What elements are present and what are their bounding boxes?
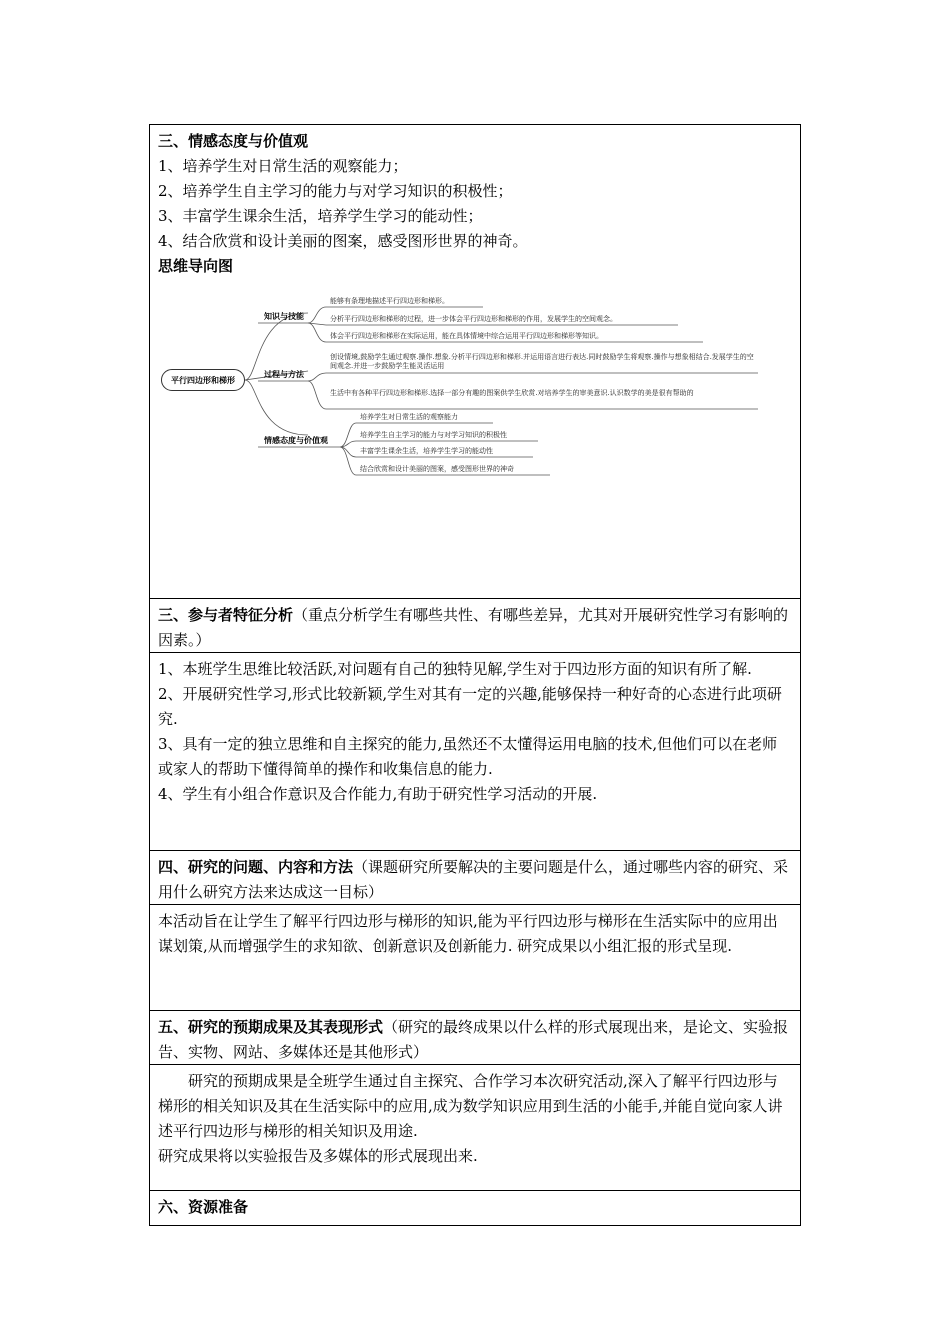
- mindmap-leaf: 丰富学生课余生活，培养学生学习的能动性: [360, 447, 493, 455]
- participants-item: 1、本班学生思维比较活跃,对问题有自己的独特见解,学生对于四边形方面的知识有所了解.: [158, 660, 752, 678]
- mindmap: [158, 285, 792, 511]
- outcomes-heading: 五、研究的预期成果及其表现形式: [158, 1018, 384, 1036]
- mindmap-connector: [308, 307, 326, 323]
- research-note: （课题研究所要解决的主要问题是什么，通过哪些内容的研究、采用什么研究方法来达成这一目标）: [158, 858, 789, 901]
- mindmap-connector: [340, 447, 356, 475]
- research-body: [150, 905, 800, 1011]
- mindmap-leaf: 生活中有各种平行四边形和梯形.选择一部分有趣的图案供学生欣赏.对培养学生的审美意识.认识数学的美是很有帮助的: [330, 389, 694, 397]
- mindmap-connector: [245, 380, 308, 435]
- resources-heading: 六、资源准备: [158, 1198, 249, 1216]
- participants-item: 2、开展研究性学习,形式比较新颖,学生对其有一定的兴趣,能够保持一种好奇的心态进行此项研究.: [158, 685, 782, 728]
- participants-body: [150, 653, 800, 851]
- participants-item: 3、具有一定的独立思维和自主探究的能力,虽然还不太懂得运用电脑的技术,但他们可以在老师或家人的帮助下懂得简单的操作和收集信息的能力.: [158, 735, 778, 778]
- mindmap-heading: 思维导向图: [158, 257, 234, 275]
- mindmap-leaf: 能够有条理地描述平行四边形和梯形。: [330, 297, 449, 305]
- research-heading: 四、研究的问题、内容和方法: [158, 858, 354, 876]
- research-text: 本活动旨在让学生了解平行四边形与梯形的知识,能为平行四边形与梯形在生活实际中的应用出谋划策,从而增强学生的求知欲、创新意识及创新能力. 研究成果以小组汇报的形式呈现.: [158, 912, 778, 955]
- mindmap-leaf: 培养学生自主学习的能力与对学习知识的积极性: [360, 431, 507, 439]
- participants-heading: 三、参与者特征分析: [158, 606, 294, 624]
- mindmap-root: 平行四边形和梯形: [161, 369, 245, 391]
- attitude-item: 3、丰富学生课余生活，培养学生学习的能动性；: [158, 207, 483, 225]
- mindmap-connector: [308, 373, 326, 381]
- mindmap-branch-knowledge: 知识与技能: [264, 312, 304, 321]
- attitude-heading: 三、情感态度与价值观: [158, 132, 309, 150]
- research-header: [150, 851, 800, 905]
- outcomes-body: [150, 1065, 800, 1191]
- mindmap-connector: [308, 323, 326, 342]
- mindmap-leaf: 分析平行四边形和梯形的过程，进一步体会平行四边形和梯形的作用，发展学生的空间观念。: [330, 315, 617, 323]
- outcomes-note: （研究的最终成果以什么样的形式展现出来，是论文、实验报告、实物、网站、多媒体还是其他形式）: [158, 1018, 789, 1061]
- mindmap-leaf: 体会平行四边形和梯形在实际运用，能在具体情境中综合运用平行四边形和梯形等知识。: [330, 332, 603, 340]
- attitude-item: 1、培养学生对日常生活的观察能力；: [158, 157, 408, 175]
- mindmap-leaf: 培养学生对日常生活的观察能力: [360, 413, 458, 421]
- attitude-item: 4、结合欣赏和设计美丽的图案，感受图形世界的神奇。: [158, 232, 528, 250]
- lesson-plan-table: [149, 124, 801, 1226]
- mindmap-connector: [308, 381, 326, 409]
- outcomes-text: 研究成果将以实验报告及多媒体的形式展现出来.: [158, 1147, 478, 1165]
- attitude-section: [150, 125, 800, 599]
- participants-header: [150, 599, 800, 653]
- outcomes-header: [150, 1011, 800, 1065]
- mindmap-connector: [340, 423, 356, 447]
- participants-note: （重点分析学生有哪些共性、有哪些差异，尤其对开展研究性学习有影响的因素。）: [158, 606, 789, 649]
- participants-item: 4、学生有小组合作意识及合作能力,有助于研究性学习活动的开展.: [158, 785, 598, 803]
- outcomes-text: 研究的预期成果是全班学生通过自主探究、合作学习本次研究活动,深入了解平行四边形与梯形的相关知识及其在生活实际中的应用,成为数学知识应用到生活的小能手,并能自觉向家人讲述平行四边形与梯形的相关知识及用途.: [158, 1072, 783, 1140]
- resources-header: [150, 1191, 800, 1225]
- mindmap-leaf: 结合欣赏和设计美丽的图案，感受图形世界的神奇: [360, 465, 514, 473]
- mindmap-branch-attitude: 情感态度与价值观: [264, 436, 328, 445]
- attitude-item: 2、培养学生自主学习的能力与对学习知识的积极性；: [158, 182, 513, 200]
- mindmap-leaf: 创设情境,鼓励学生通过观察.操作.想象.分析平行四边形和梯形.并运用语言进行表达.同时鼓励学生将观察.操作与想象相结合.发展学生的空间观念.并进一步鼓励学生能灵活运用: [330, 353, 754, 370]
- mindmap-branch-process: 过程与方法: [264, 370, 304, 379]
